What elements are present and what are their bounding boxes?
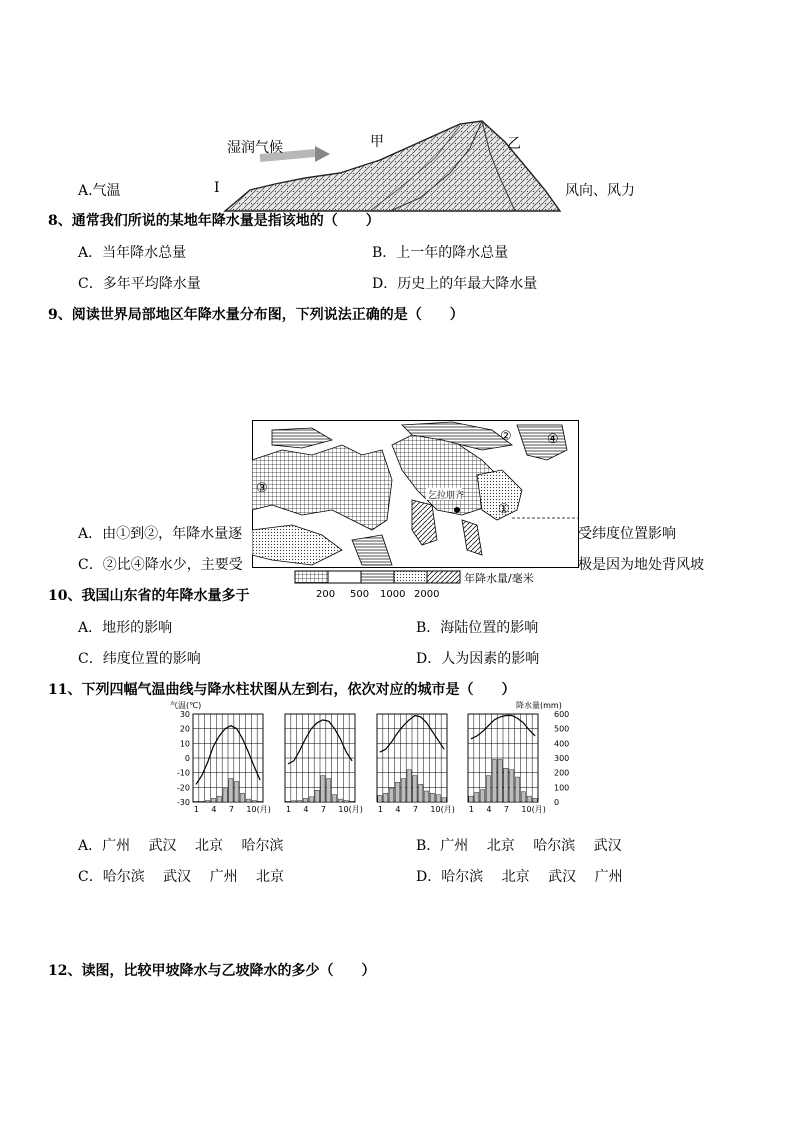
precip-bar: [389, 788, 393, 802]
precip-bar: [407, 770, 411, 802]
temp-tick-label: -30: [176, 798, 190, 807]
temp-tick-label: 10: [179, 739, 190, 749]
precip-tick-label: 100: [554, 783, 570, 793]
q11-option-c: C．哈尔滨 武汉 广州 北京: [78, 869, 285, 885]
precip-bar: [510, 770, 514, 802]
map-legend: [294, 570, 546, 600]
q9-option-b-fragment: 受纬度位置影响: [578, 526, 676, 542]
precip-bar: [211, 798, 215, 802]
precip-bar: [217, 796, 221, 802]
climate-charts: [168, 698, 578, 816]
legend-tick-1000: 1000: [380, 589, 406, 600]
legend-tick-500: 500: [350, 589, 370, 600]
precip-bar: [321, 776, 325, 802]
arrow-label: 湿润气候: [227, 140, 283, 156]
y-right-axis-label: 降水量(mm): [516, 701, 562, 710]
map-label-1: ①: [498, 502, 510, 517]
month-tick-label: 10(月): [246, 805, 271, 814]
precip-bar: [229, 779, 233, 802]
y-left-axis-label: 气温(℃): [170, 701, 202, 710]
q10-option-b: B．海陆位置的影响: [416, 620, 539, 636]
precip-bar: [194, 801, 198, 802]
climate-chart-4: [468, 714, 546, 814]
q8-option-b: B．上一年的降水总量: [372, 245, 509, 261]
precip-bar: [344, 801, 348, 802]
slope-a-label: 甲: [370, 134, 384, 150]
q12-stem: 12、读图，比较甲坡降水与乙坡降水的多少（ ）: [48, 963, 376, 979]
temp-tick-label: 30: [179, 710, 190, 719]
month-tick-label: 1: [377, 805, 384, 814]
precip-bar: [395, 782, 399, 802]
precip-bar: [240, 793, 244, 802]
temp-tick-label: 0: [184, 754, 190, 763]
q11-option-b: B．广州 北京 哈尔滨 武汉: [416, 838, 622, 854]
precipitation-map: [252, 420, 579, 568]
q8-option-c: C．多年平均降水量: [78, 276, 201, 292]
map-place-label: 乞拉朋齐: [428, 491, 465, 501]
precip-bar: [378, 795, 382, 802]
month-tick-label: 4: [395, 805, 401, 814]
map-label-3: ③: [256, 481, 268, 496]
precip-tick-label: 600: [554, 710, 570, 719]
precip-bar: [436, 795, 440, 802]
mountain-figure: [220, 118, 565, 213]
q7-option-d-fragment: 风向、风力: [565, 183, 635, 199]
precip-bar: [492, 759, 496, 802]
precip-bar: [430, 793, 434, 802]
precip-bar: [424, 791, 428, 802]
q9-stem: 9、阅读世界局部地区年降水量分布图，下列说法正确的是（ ）: [48, 307, 464, 323]
precip-bar: [486, 776, 490, 802]
precip-bar: [527, 796, 531, 802]
q11-stem: 11、下列四幅气温曲线与降水柱状图从左到右，依次对应的城市是（ ）: [48, 682, 516, 698]
precip-bar: [286, 801, 290, 802]
precip-bar: [332, 795, 336, 802]
precip-bar: [401, 779, 405, 802]
month-tick-label: 4: [211, 805, 217, 814]
q10-option-d: D．人为因素的影响: [416, 651, 540, 667]
precip-tick-label: 0: [554, 798, 560, 807]
month-tick-label: 7: [320, 805, 327, 814]
precip-bar: [315, 790, 319, 802]
slope-b-label: 乙: [507, 136, 521, 152]
month-tick-label: 10(月): [338, 805, 363, 814]
precip-bar: [303, 798, 307, 802]
precip-bar: [327, 779, 331, 802]
precip-bar: [515, 777, 519, 802]
q7-option-b-fragment: I: [214, 180, 220, 196]
precip-bar: [223, 789, 227, 802]
precip-bar: [246, 799, 250, 802]
precip-bar: [200, 801, 204, 802]
q10-option-a: A．地形的影响: [78, 620, 173, 636]
q7-option-a: A.气温: [78, 183, 121, 199]
month-tick-label: 7: [503, 805, 510, 814]
map-label-4: ④: [547, 432, 559, 447]
precip-bar: [252, 801, 256, 802]
month-tick-label: 1: [193, 805, 200, 814]
legend-title: 年降水量/毫米: [464, 572, 534, 585]
precip-bar: [292, 801, 296, 802]
climate-chart-2: [285, 714, 363, 814]
q9-option-d-fragment: 极是因为地处背风坡: [578, 557, 704, 573]
q11-option-d: D．哈尔滨 北京 武汉 广州: [416, 869, 623, 885]
precip-bar: [413, 776, 417, 802]
month-tick-label: 4: [303, 805, 309, 814]
month-tick-label: 10(月): [521, 805, 546, 814]
precip-bar: [297, 801, 301, 802]
q9-option-c-fragment: C．②比④降水少，主要受: [78, 557, 243, 573]
q10-stem: 10、我国山东省的年降水量多于: [48, 588, 250, 604]
q10-option-c: C．纬度位置的影响: [78, 651, 201, 667]
temp-tick-label: 20: [179, 724, 190, 734]
temp-tick-label: -20: [176, 783, 190, 793]
precip-bar: [384, 793, 388, 802]
climate-chart-3: [377, 714, 455, 814]
precip-bar: [235, 781, 239, 802]
month-tick-label: 1: [468, 805, 475, 814]
precip-bar: [338, 799, 342, 802]
q11-option-a: A．广州 武汉 北京 哈尔滨: [78, 838, 284, 854]
month-tick-label: 7: [412, 805, 419, 814]
precip-bar: [258, 801, 262, 802]
precip-bar: [521, 792, 525, 802]
precip-bar: [480, 790, 484, 802]
precip-tick-label: 400: [554, 739, 570, 749]
q8-option-d: D．历史上的年最大降水量: [372, 276, 538, 292]
precip-bar: [350, 801, 354, 802]
q9-option-a-fragment: A．由①到②，年降水量逐: [78, 526, 243, 542]
precip-tick-label: 200: [554, 768, 570, 778]
precip-bar: [469, 796, 473, 802]
precip-bar: [504, 768, 508, 802]
precip-bar: [309, 797, 313, 802]
map-label-2: ②: [500, 429, 512, 444]
precip-bar: [205, 801, 209, 802]
q8-option-a: A．当年降水总量: [78, 245, 187, 261]
month-tick-label: 7: [228, 805, 235, 814]
legend-tick-200: 200: [316, 589, 336, 600]
precip-bar: [442, 798, 446, 802]
precip-tick-label: 300: [554, 754, 570, 763]
month-tick-label: 4: [486, 805, 492, 814]
temp-tick-label: -10: [176, 768, 190, 778]
month-tick-label: 10(月): [430, 805, 455, 814]
month-tick-label: 1: [285, 805, 292, 814]
precip-bar: [498, 759, 502, 802]
legend-tick-2000: 2000: [414, 589, 440, 600]
q8-stem: 8、通常我们所说的某地年降水量是指该地的（ ）: [48, 213, 380, 229]
precip-tick-label: 500: [554, 724, 570, 734]
climate-chart-1: [193, 714, 271, 814]
precip-bar: [419, 784, 423, 802]
precip-bar: [533, 798, 537, 802]
precip-bar: [475, 792, 479, 802]
